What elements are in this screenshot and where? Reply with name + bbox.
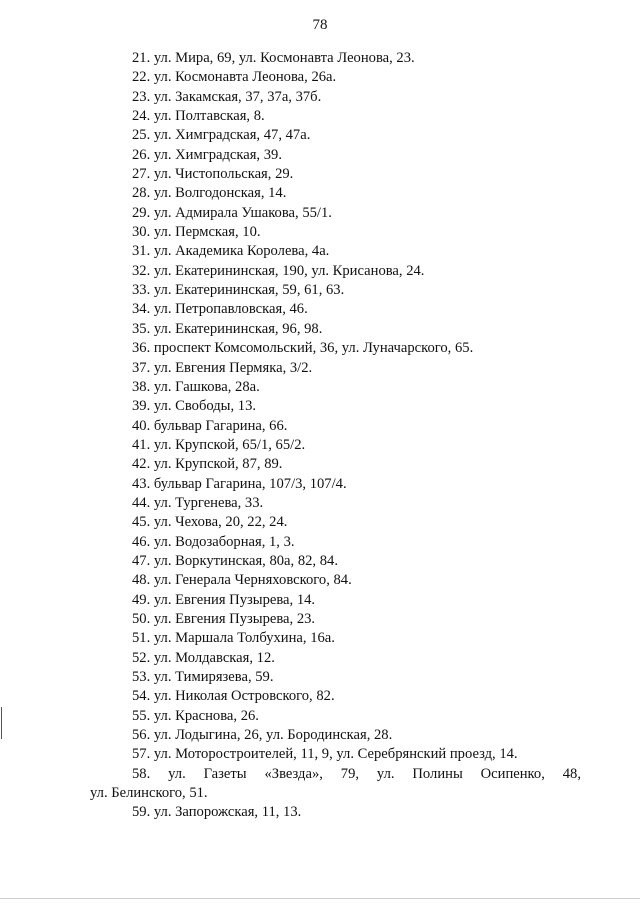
list-item-line-1: 58. ул. Газеты «Звезда», 79, ул. Полины Осипенко, 48,	[132, 765, 581, 782]
list-item: 44. ул. Тургенева, 33.	[132, 494, 264, 511]
list-item: 52. ул. Молдавская, 12.	[132, 649, 275, 666]
list-item: 33. ул. Екатерининская, 59, 61, 63.	[132, 282, 345, 299]
list-item: 27. ул. Чистопольская, 29.	[132, 166, 294, 183]
list-item: 42. ул. Крупской, 87, 89.	[132, 456, 283, 473]
list-item: 51. ул. Маршала Толбухина, 16а.	[132, 630, 335, 647]
list-item: 41. ул. Крупской, 65/1, 65/2.	[132, 436, 306, 453]
list-item: 46. ул. Водозаборная, 1, 3.	[132, 533, 295, 550]
list-item: 26. ул. Химградская, 39.	[132, 146, 282, 163]
list-item: 45. ул. Чехова, 20, 22, 24.	[132, 514, 288, 531]
list-item: 24. ул. Полтавская, 8.	[132, 108, 265, 125]
scan-margin-mark	[1, 707, 2, 739]
list-item: 35. ул. Екатерининская, 96, 98.	[132, 320, 323, 337]
list-item: 47. ул. Воркутинская, 80а, 82, 84.	[132, 552, 338, 569]
list-item: 50. ул. Евгения Пузырева, 23.	[132, 610, 316, 627]
list-item: 40. бульвар Гагарина, 66.	[132, 417, 288, 434]
list-item: 32. ул. Екатерининская, 190, ул. Крисанова, 24.	[132, 262, 425, 279]
list-item: 21. ул. Мира, 69, ул. Космонавта Леонова, 23.	[132, 50, 415, 66]
list-item: 37. ул. Евгения Пермяка, 3/2.	[132, 359, 313, 376]
list-item: 30. ул. Пермская, 10.	[132, 224, 261, 241]
list-item: 56. ул. Лодыгина, 26, ул. Бородинская, 28.	[132, 727, 393, 744]
list-item: 43. бульвар Гагарина, 107/3, 107/4.	[132, 475, 347, 492]
page-number: 78	[312, 17, 328, 33]
scan-bottom-edge	[0, 898, 640, 899]
list-item-line-2: ул. Белинского, 51.	[90, 785, 208, 802]
list-item: 31. ул. Академика Королева, 4а.	[132, 243, 330, 260]
list-item: 54. ул. Николая Островского, 82.	[132, 688, 335, 705]
list-item: 38. ул. Гашкова, 28а.	[132, 378, 260, 395]
address-list	[0, 49, 640, 823]
list-item: 36. проспект Комсомольский, 36, ул. Луначарского, 65.	[132, 340, 474, 357]
list-item: 22. ул. Космонавта Леонова, 26а.	[132, 69, 337, 86]
list-item: 53. ул. Тимирязева, 59.	[132, 669, 274, 685]
list-item: 59. ул. Запорожская, 11, 13.	[132, 804, 302, 821]
list-item: 25. ул. Химградская, 47, 47а.	[132, 127, 311, 144]
list-item: 23. ул. Закамская, 37, 37а, 37б.	[132, 88, 322, 105]
list-item: 39. ул. Свободы, 13.	[132, 398, 257, 415]
list-item: 29. ул. Адмирала Ушакова, 55/1.	[132, 204, 332, 221]
list-item-wrapped	[90, 765, 581, 804]
list-item: 55. ул. Краснова, 26.	[132, 707, 259, 724]
list-item: 49. ул. Евгения Пузырева, 14.	[132, 591, 316, 608]
list-item: 57. ул. Моторостроителей, 11, 9, ул. Серебрянский проезд, 14.	[132, 746, 518, 763]
list-item: 34. ул. Петропавловская, 46.	[132, 301, 308, 318]
list-item: 48. ул. Генерала Черняховского, 84.	[132, 572, 352, 589]
list-item: 28. ул. Волгодонская, 14.	[132, 185, 287, 202]
